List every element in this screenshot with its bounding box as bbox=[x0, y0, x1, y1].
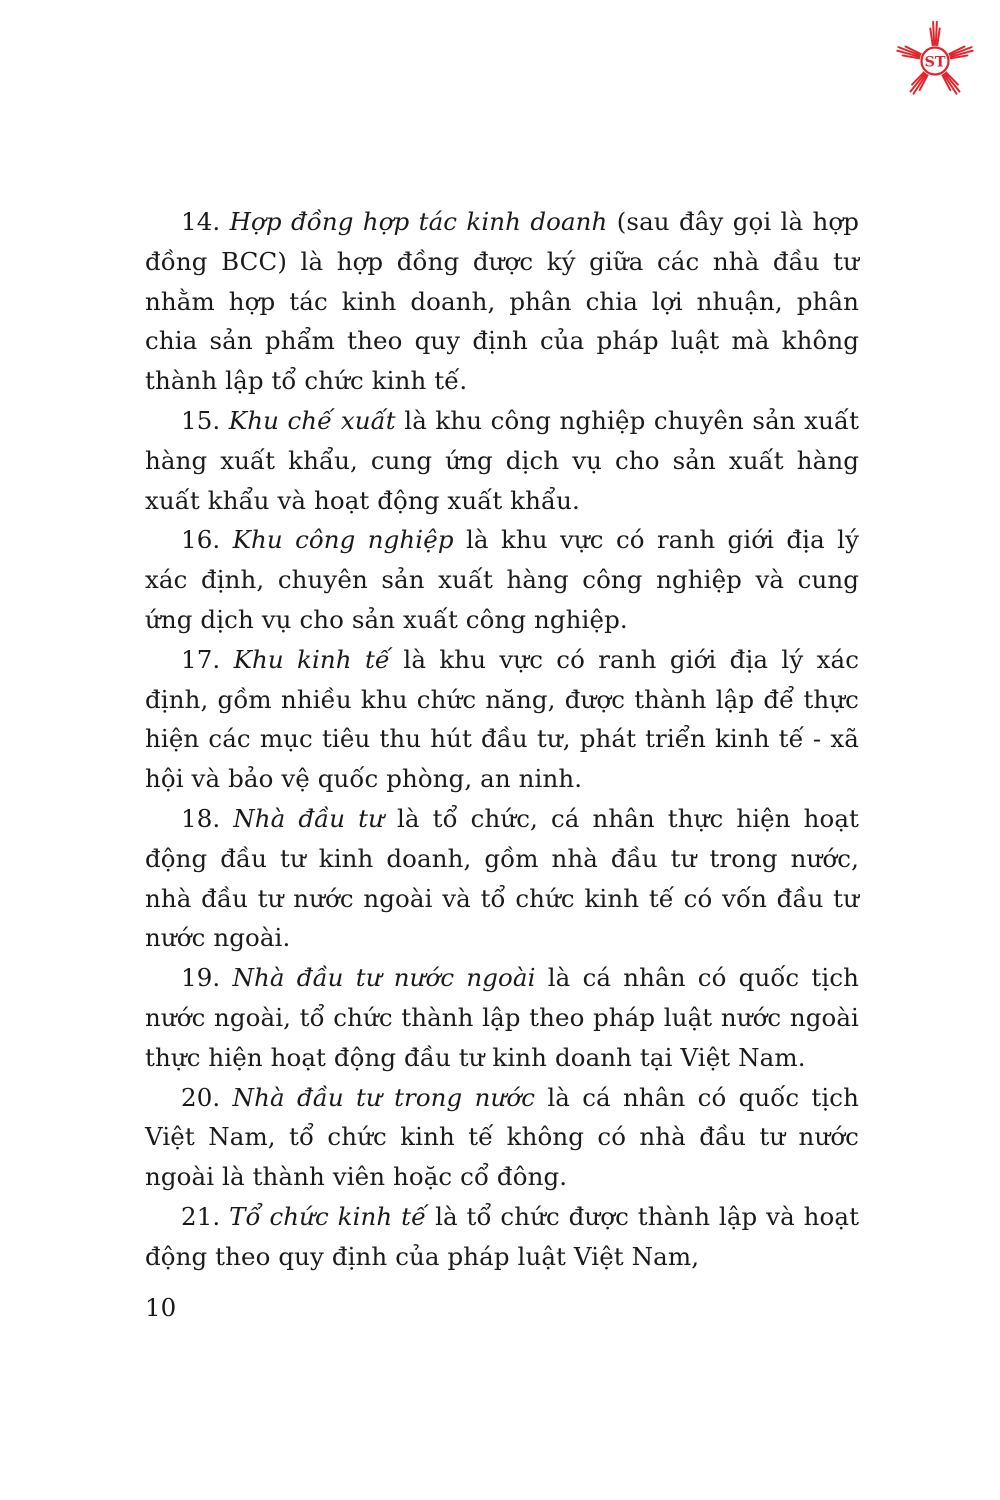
definition-paragraph bbox=[145, 401, 859, 520]
page-body bbox=[145, 202, 859, 1277]
defined-term: Hợp đồng hợp tác kinh doanh bbox=[229, 207, 608, 236]
definition-paragraph bbox=[145, 1078, 859, 1197]
publisher-star-logo-icon bbox=[890, 16, 980, 106]
page-number: 10 bbox=[145, 1293, 177, 1322]
svg-text:ST: ST bbox=[924, 53, 946, 71]
definition-text: (sau đây gọi là hợp đồng BCC) là hợp đồng được ký giữa các nhà đầu tư nhằm hợp tác kinh doanh, phân chia lợi nhuận, phân chia sản phẩm theo quy định của pháp luật mà không thành lập tổ chức kinh tế. bbox=[145, 207, 860, 396]
item-number: 14. bbox=[181, 207, 221, 236]
item-number: 17. bbox=[181, 644, 221, 674]
defined-term: Tổ chức kinh tế bbox=[229, 1201, 427, 1231]
definition-paragraph bbox=[145, 640, 859, 799]
defined-term: Nhà đầu tư nước ngoài bbox=[232, 963, 536, 993]
definition-text: là tổ chức được thành lập và hoạt động theo quy định của pháp luật Việt Nam, bbox=[145, 1201, 860, 1271]
item-number: 21. bbox=[181, 1201, 221, 1231]
definition-text: là cá nhân có quốc tịch nước ngoài, tổ chức thành lập theo pháp luật nước ngoài thực hiện hoạt động đầu tư kinh doanh tại Việt Nam. bbox=[145, 963, 860, 1072]
definition-paragraph bbox=[145, 1197, 859, 1277]
definition-text: là cá nhân có quốc tịch Việt Nam, tổ chức kinh tế không có nhà đầu tư nước ngoài là thành viên hoặc cổ đông. bbox=[145, 1082, 860, 1192]
item-number: 16. bbox=[181, 525, 221, 555]
defined-term: Khu kinh tế bbox=[233, 644, 391, 674]
definition-paragraph bbox=[145, 799, 859, 958]
definition-text: là tổ chức, cá nhân thực hiện hoạt động đầu tư kinh doanh, gồm nhà đầu tư trong nước, nhà đầu tư nước ngoài và tổ chức kinh tế có vốn đầu tư nước ngoài. bbox=[145, 803, 859, 953]
definition-paragraph bbox=[145, 202, 859, 401]
defined-term: Khu công nghiệp bbox=[232, 525, 454, 555]
item-number: 18. bbox=[181, 803, 221, 833]
definition-text: là khu vực có ranh giới địa lý xác định, gồm nhiều khu chức năng, được thành lập để thực hiện các mục tiêu thu hút đầu tư, phát triển kinh tế - xã hội và bảo vệ quốc phòng, an ninh. bbox=[145, 644, 860, 794]
defined-term: Nhà đầu tư trong nước bbox=[232, 1082, 536, 1112]
defined-term: Nhà đầu tư bbox=[233, 803, 384, 833]
definition-text: là khu công nghiệp chuyên sản xuất hàng xuất khẩu, cung ứng dịch vụ cho sản xuất hàng xuất khẩu và hoạt động xuất khẩu. bbox=[145, 405, 860, 515]
item-number: 20. bbox=[181, 1082, 221, 1112]
defined-term: Khu chế xuất bbox=[228, 405, 396, 435]
definition-paragraph bbox=[145, 520, 859, 639]
definition-paragraph bbox=[145, 958, 859, 1077]
item-number: 19. bbox=[181, 963, 221, 993]
definition-text: là khu vực có ranh giới địa lý xác định, chuyên sản xuất hàng công nghiệp và cung ứng dịch vụ cho sản xuất công nghiệp. bbox=[145, 525, 860, 634]
logo-ray bbox=[933, 22, 934, 49]
item-number: 15. bbox=[181, 405, 221, 435]
